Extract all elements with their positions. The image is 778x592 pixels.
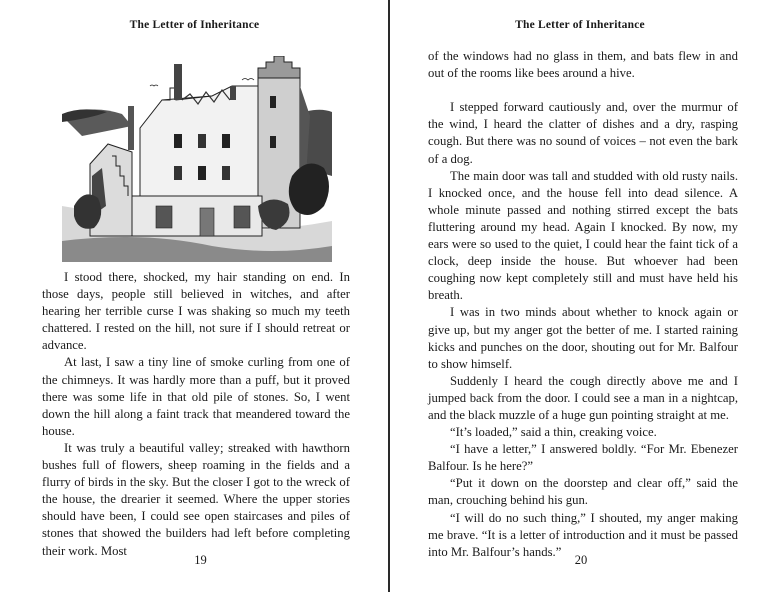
paragraph: “I will do no such thing,” I shouted, my anger making me brave. “It is a letter of introduction and it must be passed into Mr. Balfour’s hands.”	[428, 510, 738, 559]
running-title-left: The Letter of Inheritance	[129, 19, 260, 31]
right-page	[390, 0, 778, 592]
paragraph: I was in two minds about whether to knock again or give up, but my anger got the better of me. I started raining kicks and punches on the door, shouting out for Mr. Balfour to show himself.	[428, 305, 738, 371]
paragraph: At last, I saw a tiny line of smoke curling from one of the chimneys. It was hardly more than a puff, but it proved there was some life in that old pile of stones. So, I went down the hill along a faint track that meandered toward the house.	[42, 355, 350, 438]
paragraph: Suddenly I heard the cough directly above me and I jumped back from the door. I could see a man in a nightcap, and the black muzzle of a huge gun pointing straight at me.	[428, 373, 738, 422]
running-title-right: The Letter of Inheritance	[515, 19, 645, 31]
paragraph: I stood there, shocked, my hair standing on end. In those days, people still believed in witches, and after hearing her terrible curse I was shaking so much my teeth chattered. I rested on the hill, not sure if I should retreat or advance.	[42, 270, 350, 353]
page-number-right: 20	[574, 553, 588, 567]
paragraph: “It’s loaded,” said a thin, creaking voice.	[450, 425, 657, 440]
left-body-text	[42, 269, 350, 560]
page-number-left: 19	[194, 553, 207, 567]
paragraph: “I have a letter,” I answered boldly. “For Mr. Ebenezer Balfour. Is he here?”	[428, 442, 738, 474]
paragraph: of the windows had no glass in them, and bats flew in and out of the rooms like bees around a hive.	[428, 49, 738, 81]
paragraph: I stepped forward cautiously and, over the murmur of the wind, I heard the clatter of dishes and a dry, rasping cough. But there was no sound of voices – not even the bark of a dog.	[428, 100, 738, 166]
paragraph: “Put it down on the doorstep and clear off,” said the man, crouching behind his gun.	[428, 476, 738, 508]
paragraph: The main door was tall and studded with old rusty nails. I knocked once, and the house fell into dead silence. A whole minute passed and nothing stirred except the bats fluttering around my head. Again I knocked. By now, my ears were so used to the quiet, I could hear the faint tick of a clock, deep inside the house. But whoever had been coughing now kept completely still and must have held his breath.	[428, 168, 738, 303]
right-body-text	[428, 48, 738, 561]
paragraph: It was truly a beautiful valley; streaked with hawthorn bushes full of flowers, sheep roaming in the fields and a flurry of birds in the sky. But the closer I got to the wreck of the house, the drearier it seemed. Where the upper stories should have been, I could see open staircases and piles of stones that showed the builders had left before completing their work. Most	[42, 440, 350, 558]
ruined-house-illustration	[62, 56, 332, 262]
